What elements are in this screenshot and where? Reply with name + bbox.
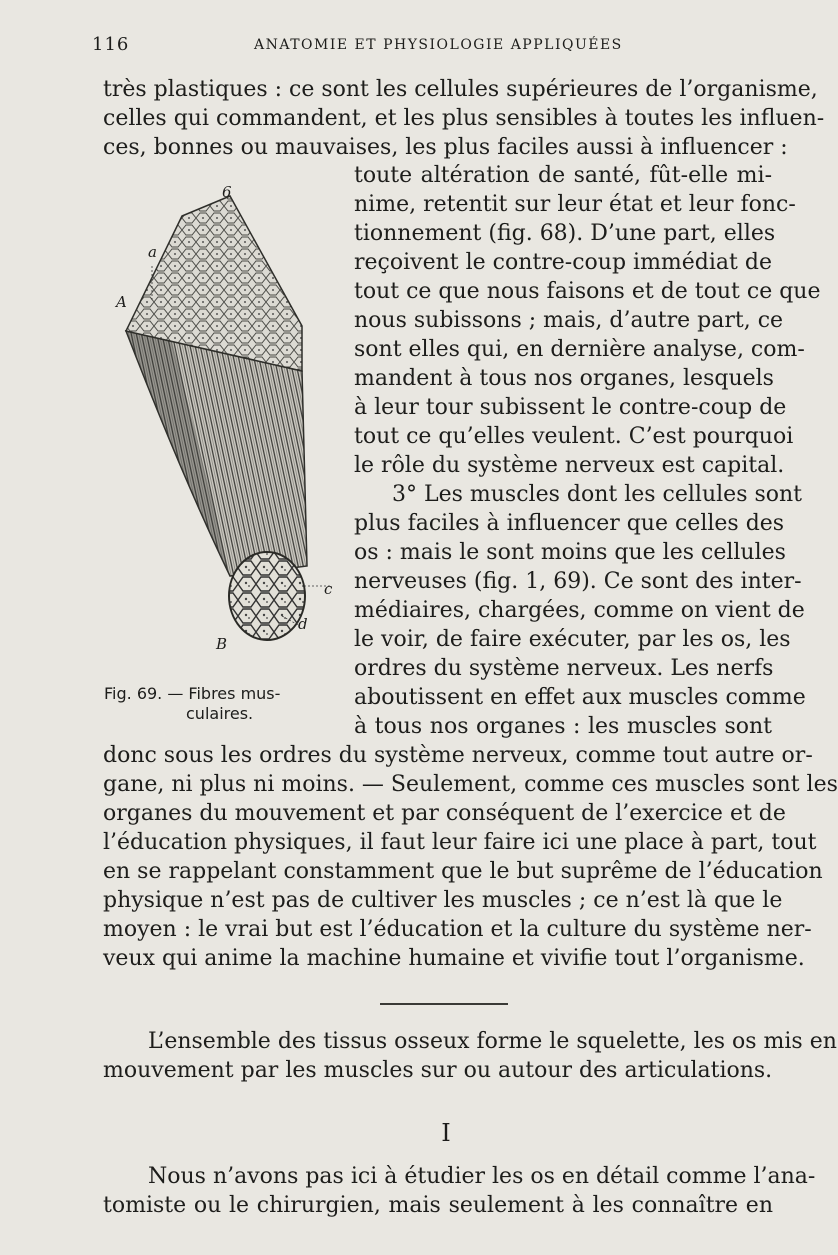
bottom-cross-section (229, 552, 305, 640)
text-line: aboutissent en effet aux muscles comme (354, 685, 806, 710)
text-line: veux qui anime la machine humaine et vivifie tout l’organisme. (103, 946, 805, 971)
text-line: tout ce que nous faisons et de tout ce que (354, 279, 821, 304)
text-line: nous subissons ; mais, d’autre part, ce (354, 308, 784, 333)
text-line: à tous nos organes : les muscles sont (354, 714, 772, 739)
text-line: le rôle du système nerveux est capital. (354, 453, 785, 478)
text-line: mouvement par les muscles sur ou autour des articulations. (103, 1058, 773, 1083)
text-line: le voir, de faire exécuter, par les os, les (354, 627, 791, 652)
page-header (92, 34, 772, 58)
text-line: médiaires, chargées, comme on vient de (354, 598, 805, 623)
section-divider (380, 1003, 508, 1005)
text-line: tout ce qu’elles veulent. C’est pourquoi (354, 424, 794, 449)
text-line: sont elles qui, en dernière analyse, com- (354, 337, 805, 362)
text-line: toute altération de santé, fût-elle mi- (354, 163, 772, 188)
text-line: physique n’est pas de cultiver les muscles ; ce n’est là que le (103, 888, 783, 913)
text-line: plus faciles à influencer que celles des (354, 511, 785, 536)
figure-caption-line: Fig. 69. — Fibres mus- (104, 684, 281, 703)
section-heading: I (441, 1119, 451, 1147)
text-line: en se rappelant constamment que le but suprême de l’éducation (103, 859, 823, 884)
text-line: tomiste ou le chirurgien, mais seulement à les connaître en (103, 1193, 773, 1218)
text-line: tionnement (fig. 68). D’une part, elles (354, 221, 776, 246)
text-line: nime, retentit sur leur état et leur fonc- (354, 192, 796, 217)
text-line: donc sous les ordres du système nerveux, comme tout autre or- (103, 743, 813, 768)
figure-caption-line: culaires. (186, 704, 254, 723)
text-line: à leur tour subissent le contre-coup de (354, 395, 787, 420)
text-line: celles qui commandent, et les plus sensibles à toutes les influen- (103, 106, 825, 131)
text-line: moyen : le vrai but est l’éducation et la culture du système ner- (103, 917, 812, 942)
page-number: 116 (92, 34, 130, 55)
text-line: ordres du système nerveux. Les nerfs (354, 656, 774, 681)
figure-label-d: d (298, 615, 308, 633)
text-line: ces, bonnes ou mauvaises, les plus faciles aussi à influencer : (103, 135, 788, 160)
text-line: mandent à tous nos organes, lesquels (354, 366, 774, 391)
text-line: organes du mouvement et par conséquent de l’exercice et de (103, 801, 786, 826)
figure-muscle-fibres (112, 176, 342, 686)
text-line: Nous n’avons pas ici à étudier les os en détail comme l’ana- (148, 1164, 816, 1189)
text-line: nerveuses (fig. 1, 69). Ce sont des inter- (354, 569, 802, 594)
text-line: reçoivent le contre-coup immédiat de (354, 250, 772, 275)
figure-label-A: A (116, 293, 127, 311)
text-line: os : mais le sont moins que les cellules (354, 540, 786, 565)
running-title: ANATOMIE ET PHYSIOLOGIE APPLIQUÉES (254, 37, 623, 53)
figure-label-a: a (148, 243, 157, 261)
figure-label-top: 6 (222, 183, 232, 201)
text-line: l’éducation physiques, il faut leur faire ici une place à part, tout (103, 830, 817, 855)
muscle-fibres-illustration (112, 176, 342, 686)
figure-label-B: B (216, 635, 228, 653)
text-line: L’ensemble des tissus osseux forme le squelette, les os mis en (148, 1029, 837, 1054)
text-line: très plastiques : ce sont les cellules supérieures de l’organisme, (103, 77, 818, 102)
figure-label-c: c (324, 580, 333, 598)
text-line: 3° Les muscles dont les cellules sont (392, 482, 803, 507)
text-line: gane, ni plus ni moins. — Seulement, comme ces muscles sont les (103, 772, 838, 797)
